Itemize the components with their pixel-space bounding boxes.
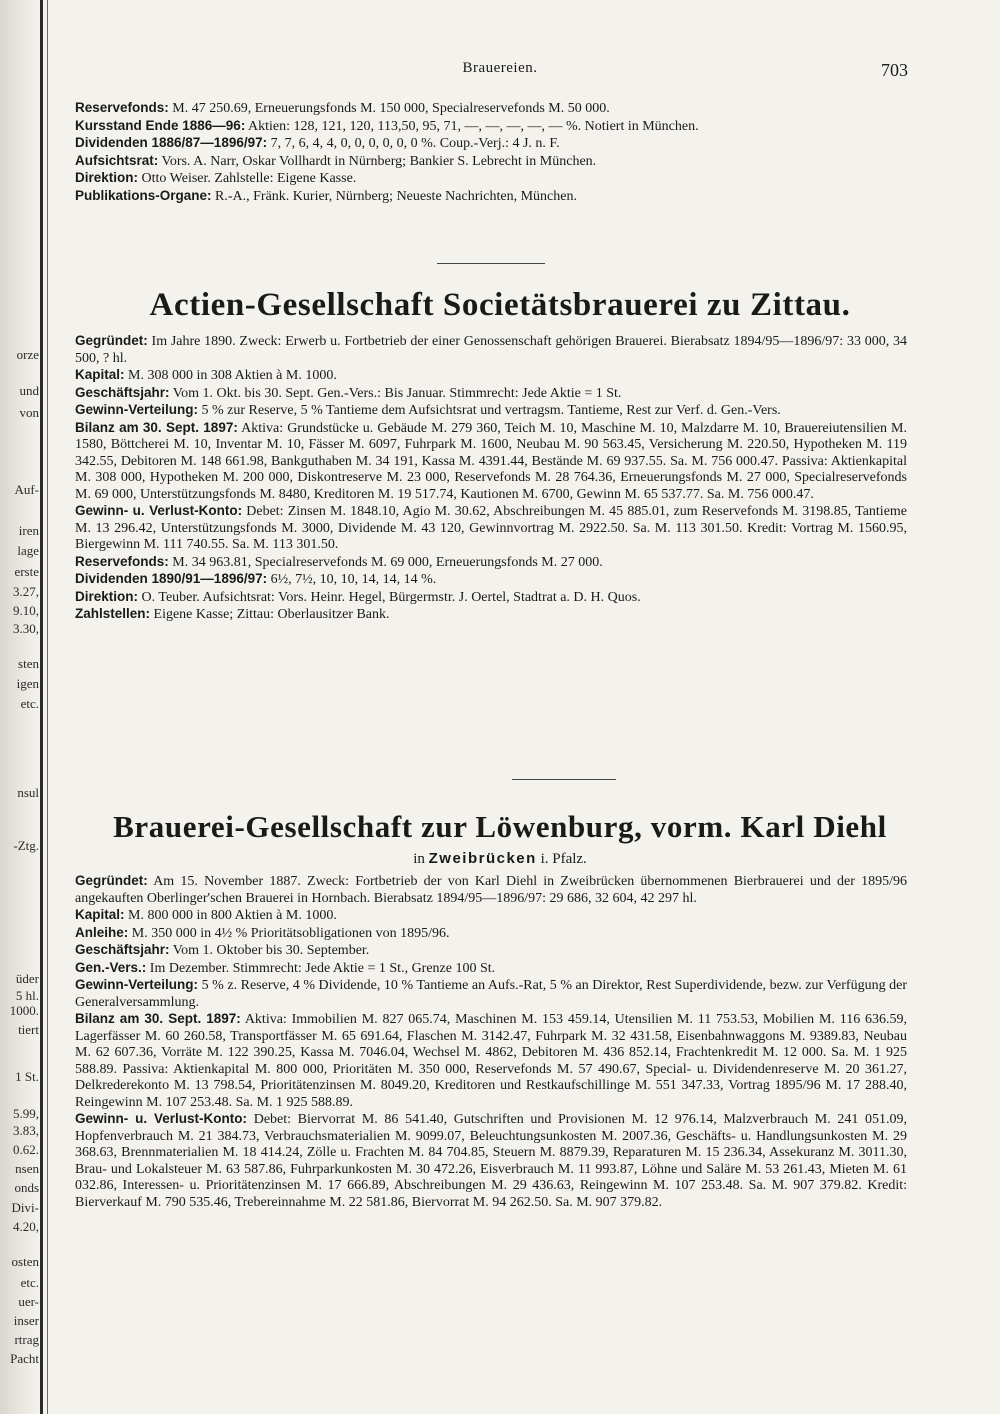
section-divider — [512, 779, 616, 780]
entry-text: M. 308 000 in 308 Aktien à M. 1000. — [128, 368, 337, 383]
page-number: 703 — [881, 60, 908, 80]
entry — [75, 170, 907, 188]
entry — [75, 420, 907, 504]
entry-text: Vom 1. Oktober bis 30. September. — [172, 943, 370, 958]
entry-label: Gegründet: — [75, 333, 148, 348]
margin-fragment: sten — [18, 656, 39, 671]
entry-text: Aktiva: Immobilien M. 827 065.74, Maschinen M. 153 459.14, Utensilien M. 11 753.53, Mobilien M. 116 636.59, Lagerfässer M. 60 260.58, Transportfässer M. 65 691.64, Flaschen M. 3142.47, Fuhrpark M. 32 431.58, Eisenbahnwaggons M. 9389.83, Neubau M. 62 607.36, Vorräte M. 122 390.25, Kassa M. 7046.04, Wechsel M. 4862, Debitoren M. 436 852.14, Frachtenkredit M. 12 000. Sa. M. 1 925 588.89. Passiva: Aktienkapital M. 800 000, Prioritäten M. 350 000, Reservefonds M. 57 490.67, Special- u. Dividendenreserve M. 20 361.27, Delkrederekonto M. 13 798.54, Prioritätenzinsen M. 8049.20, Kreditoren und Restkaufschillinge M. 551 347.33, Vortrag 1895/96 M. 17 288.40, Reingewinn M. 107 253.48. Sa. M. 1 925 588.89. — [75, 1012, 907, 1110]
entry-label: Kursstand Ende 1886—96: — [75, 117, 246, 133]
entry-label: Kapital: — [75, 907, 125, 922]
margin-fragment: Divi- — [11, 1200, 39, 1215]
entry-label: Gen.-Vers.: — [75, 959, 147, 975]
section-zittau-body — [75, 333, 907, 624]
entry — [75, 589, 907, 607]
margin-fragment: von — [19, 405, 39, 420]
margin-fragment: 1 St. — [15, 1069, 39, 1084]
margin-fragment: erste — [14, 564, 39, 579]
margin-fragment: osten — [11, 1254, 39, 1269]
entry — [75, 942, 907, 960]
entry-text: Vom 1. Okt. bis 30. Sept. Gen.-Vers.: Bis Januar. Stimmrecht: Jede Aktie = 1 St. — [172, 385, 622, 401]
margin-fragment: uer- — [18, 1294, 39, 1309]
entry-text: M. 34 963.81, Specialreservefonds M. 69 000, Erneuerungsfonds M. 27 000. — [172, 554, 603, 570]
entry-text: Debet: Zinsen M. 1848.10, Agio M. 30.62, Abschreibungen M. 45 885.01, zum Reservefonds M. 3198.85, Tantieme M. 13 296.42, Unterstützungsfonds M. 3000, Dividende M. 43 120, Gewinnvortrag M. 2922.50. Sa. M. 113 301.50. Kredit: Vortrag M. 1560.95, Biergewinn M. 111 740.55. Sa. M. 113 301.50. — [75, 504, 908, 552]
entry — [75, 333, 907, 367]
section-subtitle-loewenburg — [0, 850, 1000, 868]
margin-fragment: inser — [13, 1313, 39, 1328]
margin-fragment: und — [19, 383, 39, 398]
entry — [75, 1111, 907, 1211]
entry-label: Bilanz am 30. Sept. 1897: — [75, 419, 238, 435]
entry-label: Bilanz am 30. Sept. 1897: — [75, 1011, 241, 1026]
entry — [75, 503, 907, 554]
entry-text: R.-A., Fränk. Kurier, Nürnberg; Neueste Nachrichten, München. — [215, 188, 577, 204]
entry-text: M. 800 000 in 800 Aktien à M. 1000. — [128, 908, 337, 923]
entry-label: Dividenden 1890/91—1896/97: — [75, 571, 268, 586]
margin-fragment: Auf- — [14, 482, 39, 497]
entry — [75, 385, 907, 403]
entry-label: Reservefonds: — [75, 553, 169, 569]
margin-fragment: nsen — [15, 1161, 39, 1176]
entry-label: Publikations-Organe: — [75, 187, 212, 203]
entry-text: Vors. A. Narr, Oskar Vollhardt in Nürnberg; Bankier S. Lebrecht in München. — [161, 153, 597, 169]
margin-fragment: etc. — [20, 696, 39, 711]
margin-fragment: Pacht — [10, 1351, 39, 1366]
entry-text: Otto Weiser. Zahlstelle: Eigene Kasse. — [141, 171, 357, 186]
margin-fragment: orze — [16, 347, 39, 362]
margin-fragment: etc. — [20, 1275, 39, 1290]
margin-fragment: üder — [15, 971, 39, 986]
entry — [75, 873, 907, 907]
margin-fragment: 3.30, — [13, 621, 39, 636]
margin-fragment: 3.27, — [13, 584, 39, 599]
entry-label: Anleihe: — [75, 924, 129, 940]
entry — [75, 100, 907, 118]
entry-label: Zahlstellen: — [75, 606, 151, 621]
section-title-zittau: Actien-Gesellschaft Societätsbrauerei zu Zittau. — [149, 287, 851, 323]
subtitle-rest: i. Pfalz. — [540, 851, 587, 867]
entry — [75, 188, 907, 206]
margin-fragment: lage — [17, 543, 39, 558]
entry-label: Geschäftsjahr: — [75, 384, 170, 400]
margin-fragment: 5 hl. — [15, 988, 39, 1003]
entry-text: 7, 7, 6, 4, 4, 0, 0, 0, 0, 0, 0 %. Coup.-Verj.: 4 J. n. F. — [270, 136, 560, 151]
entry — [75, 1011, 907, 1111]
entry-text: Debet: Biervorrat M. 86 541.40, Gutschriften und Provisionen M. 12 976.14, Malzverbrauch M. 241 051.09, Hopfenverbrauch M. 21 384.73, Verbrauchsmaterialien M. 9099.07, Beleuchtungsunkosten M. 2007.36, Geschäfts- u. Handlungsunkosten M. 29 368.63, Brennmaterialien M. 18 414.24, Zölle u. Frachten M. 84 704.85, Steuern M. 8879.39, Reparaturen M. 15 236.34, Assekuranz M. 3011.30, Brau- und Lokalsteuer M. 63 587.86, Fuhrparkunkosten M. 30 472.26, Eisverbrauch M. 11 993.87, Löhne und Saläre M. 53 261.43, Mieten M. 61 032.86, Interessen- u. Prioritätenzinsen M. 17 666.89, Abschreibungen M. 29 436.63, Reingewinn M. 107 253.48. Sa. M. 907 379.82. Kredit: Bierverkauf M. 790 535.46, Trebereinnahme M. 22 581.86, Biervorrat M. 94 262.50. Sa. M. 907 379.82. — [75, 1112, 908, 1210]
margin-fragment: tiert — [18, 1022, 39, 1037]
entry-label: Dividenden 1886/87—1896/97: — [75, 135, 268, 150]
margin-fragment: -Ztg. — [13, 838, 39, 853]
entry-text: M. 350 000 in 4½ % Prioritätsobligationen von 1895/96. — [131, 925, 450, 941]
margin-fragment: igen — [16, 676, 39, 691]
section-title-loewenburg: Brauerei-Gesellschaft zur Löwenburg, vorm. Karl Diehl — [113, 809, 887, 844]
previous-company-tail — [75, 100, 907, 205]
margin-fragment: 0.62. — [13, 1142, 39, 1157]
entry-label: Gewinn- u. Verlust-Konto: — [75, 503, 243, 518]
entry — [75, 118, 907, 136]
entry-text: O. Teuber. Aufsichtsrat: Vors. Heinr. Hegel, Bürgermstr. J. Oertel, Stadtrat a. D. H. Quos. — [141, 589, 641, 605]
margin-fragment: nsul — [17, 785, 39, 800]
margin-fragment: 9.10, — [13, 603, 39, 618]
entry-label: Gegründet: — [75, 873, 148, 888]
entry-text: 6½, 7½, 10, 10, 14, 14, 14 %. — [270, 572, 437, 587]
entry-label: Geschäftsjahr: — [75, 942, 170, 957]
entry-text: Im Jahre 1890. Zweck: Erwerb u. Fortbetrieb der einer Genossenschaft gehörigen Brauerei. Bierabsatz 1894/95—1896/97: 33 000, 34 500, ? hl. — [75, 334, 908, 366]
subtitle-in: in — [413, 851, 425, 867]
entry-label: Gewinn- u. Verlust-Konto: — [75, 1111, 248, 1126]
entry-text: Am 15. November 1887. Zweck: Fortbetrieb der von Karl Diehl in Zweibrücken übernommenen Bierbrauerei und der 1895/96 angekauften Oberlinger'schen Brauerei in Hornbach. Bierabsatz 1894/95—1896/97: 29 686, 32 604, 42 297 hl. — [75, 874, 908, 906]
entry-label: Direktion: — [75, 170, 139, 185]
subtitle-city: Zweibrücken — [428, 850, 537, 867]
entry — [75, 571, 907, 589]
entry — [75, 907, 907, 925]
entry — [75, 135, 907, 153]
entry-text: Eigene Kasse; Zittau: Oberlausitzer Bank. — [153, 607, 390, 622]
margin-fragment: iren — [18, 523, 39, 538]
entry-label: Direktion: — [75, 588, 139, 604]
entry-text: Aktiva: Grundstücke u. Gebäude M. 279 360, Teich M. 10, Maschine M. 10, Malzdarre M. 10, Brauereiutensilien M. 1580, Böttcherei M. 10, Inventar M. 10, Fässer M. 6097, Fuhrpark M. 1600, Neubau M. 90 563.45, Versicherung M. 220.50, Hypotheken M. 119 342.55, Debitoren M. 148 661.98, Bankguthaben M. 34 191, Kassa M. 4391.44, Bestände M. 69 937.55. Sa. M. 756 000.47. Passiva: Aktienkapital M. 308 000, Hypotheken M. 200 000, Diskontreserve M. 23 000, Reservefonds M. 28 764.36, Erneuerungsfonds M. 27 000, Specialreservefonds M. 69 000, Unterstützungsfonds M. 8480, Kreditoren M. 19 517.74, Kautionen M. 6700, Gewinn M. 65 537.77. Sa. M. 756 000.47. — [75, 420, 907, 502]
margin-fragment: onds — [14, 1180, 39, 1195]
entry — [75, 960, 907, 978]
entry — [75, 554, 907, 572]
margin-fragment: 4.20, — [13, 1219, 39, 1234]
entry-text: 5 % z. Reserve, 4 % Dividende, 10 % Tantieme an Aufs.-Rat, 5 % an Direktor, Rest Superdividende, bezw. zur Verfügung der Generalversammlung. — [75, 978, 908, 1010]
section-loewenburg-body — [75, 873, 907, 1211]
entry — [75, 925, 907, 943]
section-divider — [437, 263, 545, 264]
margin-fragment: 3.83, — [13, 1123, 39, 1138]
entry — [75, 606, 907, 624]
margin-fragment: rtrag — [14, 1332, 39, 1347]
entry — [75, 367, 907, 385]
entry — [75, 402, 907, 420]
entry-text: Aktien: 128, 121, 120, 113,50, 95, 71, —, —, —, —, — %. Notiert in München. — [248, 118, 699, 134]
entry-label: Aufsichtsrat: — [75, 152, 159, 168]
entry-label: Reservefonds: — [75, 100, 169, 115]
gutter-rule — [40, 0, 43, 1414]
entry — [75, 977, 907, 1011]
running-header: Brauereien. — [462, 60, 538, 76]
margin-fragment: 5.99, — [13, 1106, 39, 1121]
margin-fragment: 1000. — [9, 1003, 39, 1018]
entry-text: Im Dezember. Stimmrecht: Jede Aktie = 1 St., Grenze 100 St. — [149, 960, 496, 976]
gutter-rule-thin — [47, 0, 48, 1414]
entry-text: M. 47 250.69, Erneuerungsfonds M. 150 000, Specialreservefonds M. 50 000. — [172, 101, 610, 116]
entry — [75, 153, 907, 171]
entry-label: Gewinn-Verteilung: — [75, 977, 199, 992]
entry-label: Gewinn-Verteilung: — [75, 402, 199, 417]
entry-label: Kapital: — [75, 367, 125, 382]
entry-text: 5 % zur Reserve, 5 % Tantieme dem Aufsichtsrat und vertragsm. Tantieme, Rest zur Verf. d. Gen.-Vers. — [201, 403, 781, 418]
